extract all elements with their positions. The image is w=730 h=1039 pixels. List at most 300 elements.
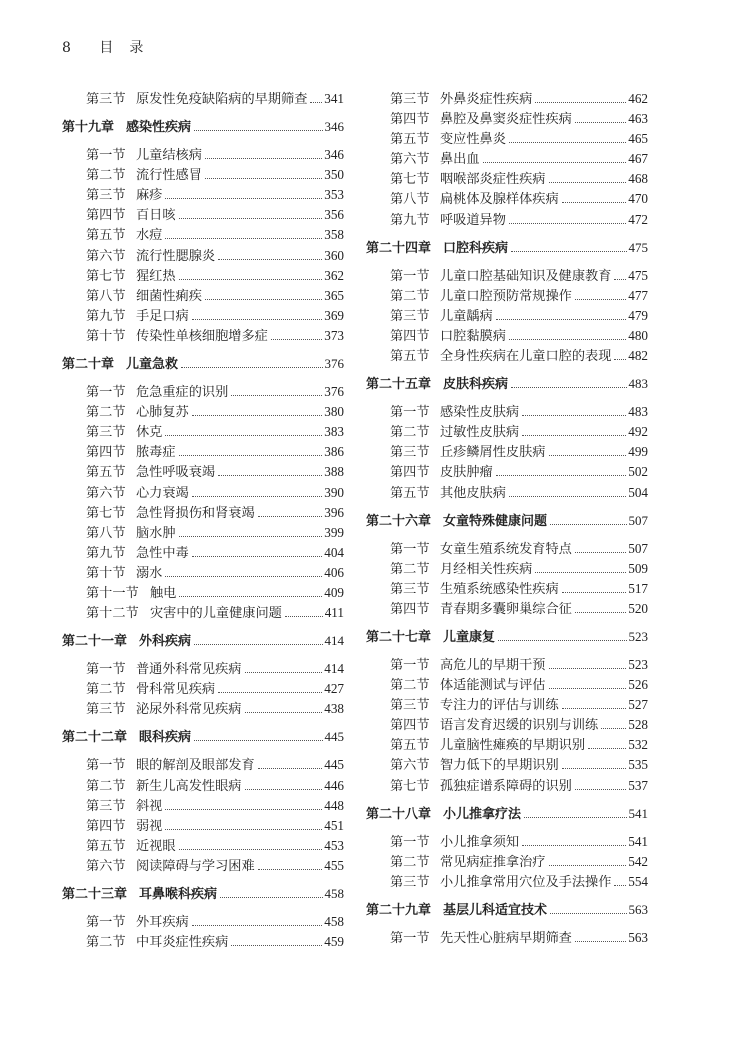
dot-leader <box>509 142 626 143</box>
chapter-label: 第二十五章 <box>366 377 432 393</box>
page-ref: 509 <box>628 560 648 576</box>
section-title: 溺水 <box>136 565 163 581</box>
section-title: 女童生殖系统发育特点 <box>440 541 572 557</box>
dot-leader <box>179 218 323 219</box>
toc-section-entry <box>62 562 344 582</box>
dot-leader <box>496 319 626 320</box>
page-ref: 362 <box>324 267 344 283</box>
page-ref: 414 <box>324 661 344 677</box>
page-ref: 390 <box>324 484 344 500</box>
dot-leader <box>192 415 322 416</box>
chapter-label: 第二十六章 <box>366 513 432 529</box>
page-ref: 453 <box>324 837 344 853</box>
section-label: 第一节 <box>390 268 430 284</box>
toc-chapter-entry <box>366 899 648 927</box>
section-title: 皮肤肿瘤 <box>440 465 493 481</box>
page-ref: 475 <box>628 239 648 255</box>
chapter-title: 皮肤科疾病 <box>443 377 509 393</box>
chapter-title: 儿童康复 <box>443 629 496 645</box>
page-ref: 341 <box>324 91 344 106</box>
section-title: 高危儿的早期干预 <box>440 657 546 673</box>
section-title: 外鼻炎症性疾病 <box>440 92 533 107</box>
dot-leader <box>192 319 322 320</box>
dot-leader <box>205 178 322 179</box>
toc-section-entry <box>366 851 648 871</box>
section-label: 第七节 <box>86 505 126 521</box>
dot-leader <box>549 865 627 866</box>
section-title: 急性中毒 <box>136 545 189 561</box>
section-title: 咽喉部炎症性疾病 <box>440 172 546 188</box>
chapter-label: 第二十四章 <box>366 240 432 256</box>
section-title: 心力衰竭 <box>136 485 189 501</box>
page-ref: 406 <box>324 564 344 580</box>
section-label: 第十节 <box>86 328 126 344</box>
section-title: 弱视 <box>136 818 163 834</box>
section-title: 细菌性痢疾 <box>136 288 202 304</box>
page-ref: 411 <box>324 605 344 621</box>
section-title: 斜视 <box>136 798 163 814</box>
dot-leader <box>562 768 627 769</box>
toc-section-entry <box>366 694 648 714</box>
toc-chapter-entry <box>366 803 648 831</box>
toc-chapter-entry <box>366 373 648 401</box>
dot-leader <box>550 913 626 914</box>
section-label: 第一节 <box>390 405 430 421</box>
section-title: 孤独症谱系障碍的识别 <box>440 778 572 794</box>
toc-section-entry <box>62 144 344 164</box>
section-label: 第五节 <box>390 738 430 754</box>
dot-leader <box>614 885 626 886</box>
dot-leader <box>271 339 322 340</box>
section-label: 第三节 <box>390 874 430 890</box>
page-ref: 472 <box>628 211 648 227</box>
section-label: 第三节 <box>390 581 430 597</box>
dot-leader <box>165 238 322 239</box>
toc-chapter-entry <box>62 353 344 381</box>
dot-leader <box>498 640 626 641</box>
toc-section-entry <box>62 401 344 421</box>
toc-section-entry <box>62 184 344 204</box>
section-title: 感染性皮肤病 <box>440 405 520 421</box>
page-ref: 399 <box>324 524 344 540</box>
toc-section-entry <box>62 754 344 774</box>
section-label: 第三节 <box>390 308 430 324</box>
toc-section-entry <box>62 582 344 602</box>
section-label: 第四节 <box>390 328 430 344</box>
page-ref: 396 <box>324 504 344 520</box>
section-label: 第一节 <box>86 385 126 401</box>
section-title: 脓毒症 <box>136 445 176 461</box>
section-title: 麻疹 <box>136 188 163 204</box>
section-label: 第四节 <box>390 465 430 481</box>
section-label: 第五节 <box>86 465 126 481</box>
section-title: 扁桃体及腺样体疾病 <box>440 192 559 208</box>
toc-section-entry <box>62 698 344 718</box>
toc-section-entry <box>62 678 344 698</box>
dot-leader <box>562 202 627 203</box>
dot-leader <box>179 536 323 537</box>
toc-section-entry <box>366 927 648 947</box>
page-ref: 373 <box>324 327 344 343</box>
toc-section-entry <box>62 795 344 815</box>
toc-chapter-entry <box>366 510 648 538</box>
section-label: 第六节 <box>86 858 126 874</box>
section-label: 第九节 <box>390 212 430 228</box>
page-ref: 369 <box>324 307 344 323</box>
dot-leader <box>522 845 626 846</box>
dot-leader <box>179 279 323 280</box>
chapter-label: 第二十七章 <box>366 629 432 645</box>
toc-section-entry <box>366 305 648 325</box>
toc-section-entry <box>62 911 344 931</box>
toc-section-entry <box>366 209 648 229</box>
toc-column-left <box>62 88 344 951</box>
toc-section-entry <box>62 502 344 522</box>
dot-leader <box>245 712 323 713</box>
toc-section-entry <box>62 325 344 345</box>
page-ref: 517 <box>628 580 648 596</box>
toc-section-entry <box>366 598 648 618</box>
toc-section-entry <box>366 401 648 421</box>
section-label: 第三节 <box>86 92 126 107</box>
dot-leader <box>165 576 322 577</box>
page-ref: 427 <box>324 681 344 697</box>
section-label: 第三节 <box>86 188 126 204</box>
dot-leader <box>549 668 627 669</box>
page-ref: 563 <box>628 901 648 917</box>
section-label: 第一节 <box>390 541 430 557</box>
chapter-label: 第二十章 <box>62 357 115 373</box>
page-ref: 346 <box>324 147 344 163</box>
section-label: 第二节 <box>390 288 430 304</box>
section-label: 第三节 <box>86 702 126 718</box>
page-ref: 465 <box>628 131 648 147</box>
section-title: 眼的解剖及眼部发育 <box>136 758 255 774</box>
toc-section-entry <box>62 461 344 481</box>
dot-leader <box>192 496 322 497</box>
section-label: 第一节 <box>86 758 126 774</box>
dot-leader <box>194 644 322 645</box>
page-ref: 482 <box>628 348 648 364</box>
dot-leader <box>549 455 627 456</box>
chapter-title: 口腔科疾病 <box>443 240 509 256</box>
section-label: 第一节 <box>86 148 126 164</box>
dot-leader <box>258 869 323 870</box>
page-ref: 388 <box>324 464 344 480</box>
section-title: 儿童口腔预防常规操作 <box>440 288 572 304</box>
dot-leader <box>258 516 323 517</box>
section-label: 第四节 <box>390 112 430 128</box>
toc-section-entry <box>366 148 648 168</box>
section-label: 第四节 <box>86 445 126 461</box>
dot-leader <box>192 925 322 926</box>
dot-leader <box>179 849 323 850</box>
section-title: 急性呼吸衰竭 <box>136 465 216 481</box>
dot-leader <box>496 475 626 476</box>
chapter-label: 第十九章 <box>62 120 115 136</box>
section-label: 第七节 <box>86 268 126 284</box>
dot-leader <box>509 223 626 224</box>
toc-section-entry <box>62 855 344 875</box>
page-ref: 451 <box>324 817 344 833</box>
toc-section-entry <box>366 734 648 754</box>
toc-section-entry <box>366 714 648 734</box>
chapter-title: 女童特殊健康问题 <box>443 513 548 529</box>
section-label: 第五节 <box>86 228 126 244</box>
section-title: 原发性免疫缺陷病的早期筛查 <box>136 92 308 107</box>
section-title: 灾害中的儿童健康问题 <box>150 606 282 622</box>
page-ref: 360 <box>324 247 344 263</box>
dot-leader <box>575 299 626 300</box>
page-ref: 463 <box>628 111 648 127</box>
page-ref: 383 <box>324 424 344 440</box>
page-number: 8 <box>62 40 72 56</box>
dot-leader <box>165 809 322 810</box>
dot-leader <box>522 435 626 436</box>
page-ref: 527 <box>628 697 648 713</box>
section-label: 第一节 <box>390 930 430 946</box>
page-ref: 483 <box>628 376 648 392</box>
toc-section-entry <box>366 108 648 128</box>
section-title: 小儿推拿常用穴位及手法操作 <box>440 874 612 890</box>
section-title: 先天性心脏病早期筛查 <box>440 930 572 946</box>
page-ref: 358 <box>324 227 344 243</box>
page-ref: 541 <box>628 805 648 821</box>
toc-column-right <box>366 88 648 947</box>
section-title: 流行性腮腺炎 <box>136 248 216 264</box>
page-ref: 554 <box>628 873 648 889</box>
toc-section-entry <box>62 305 344 325</box>
section-label: 第二节 <box>86 168 126 184</box>
section-label: 第八节 <box>390 192 430 208</box>
section-label: 第七节 <box>390 172 430 188</box>
toc-section-entry <box>366 188 648 208</box>
dot-leader <box>245 789 323 790</box>
dot-leader <box>511 251 626 252</box>
dot-leader <box>562 708 627 709</box>
section-title: 月经相关性疾病 <box>440 561 533 577</box>
section-label: 第六节 <box>390 758 430 774</box>
page-ref: 542 <box>628 853 648 869</box>
page-ref: 535 <box>628 757 648 773</box>
page-ref: 376 <box>324 356 344 372</box>
toc-section-entry <box>62 285 344 305</box>
dot-leader <box>614 359 626 360</box>
page-ref: 350 <box>324 167 344 183</box>
section-title: 流行性感冒 <box>136 168 202 184</box>
section-label: 第九节 <box>86 545 126 561</box>
section-label: 第四节 <box>390 718 430 734</box>
dot-leader <box>165 829 322 830</box>
section-title: 新生儿高发性眼病 <box>136 778 242 794</box>
section-label: 第十二节 <box>86 606 139 622</box>
section-label: 第三节 <box>390 445 430 461</box>
section-title: 急性肾损伤和肾衰竭 <box>136 505 255 521</box>
toc-section-entry <box>366 441 648 461</box>
dot-leader <box>245 672 323 673</box>
dot-leader <box>575 941 626 942</box>
page-ref: 414 <box>324 633 344 649</box>
section-title: 体适能测试与评估 <box>440 678 546 694</box>
dot-leader <box>218 692 322 693</box>
section-label: 第六节 <box>390 152 430 168</box>
toc-chapter-entry <box>62 726 344 754</box>
dot-leader <box>549 182 627 183</box>
toc-section-entry <box>366 754 648 774</box>
page-header <box>62 37 144 57</box>
toc-section-entry <box>366 674 648 694</box>
page-ref: 356 <box>324 207 344 223</box>
section-label: 第二节 <box>86 405 126 421</box>
page-title: 目 录 <box>99 40 145 56</box>
page-ref: 492 <box>628 424 648 440</box>
chapter-label: 第二十一章 <box>62 634 128 650</box>
dot-leader <box>285 616 323 617</box>
dot-leader <box>509 339 626 340</box>
chapter-title: 感染性疾病 <box>126 120 192 136</box>
section-label: 第三节 <box>390 92 430 107</box>
toc-section-entry <box>366 538 648 558</box>
toc-section-entry <box>366 421 648 441</box>
section-label: 第九节 <box>86 308 126 324</box>
section-title: 鼻出血 <box>440 152 480 168</box>
section-title: 心肺复苏 <box>136 405 189 421</box>
toc-section-entry <box>366 128 648 148</box>
toc-chapter-entry <box>62 883 344 911</box>
toc-section-entry <box>62 658 344 678</box>
dot-leader <box>258 768 323 769</box>
page-ref: 523 <box>628 628 648 644</box>
section-title: 手足口病 <box>136 308 189 324</box>
section-title: 中耳炎症性疾病 <box>136 935 229 951</box>
section-title: 传染性单核细胞增多症 <box>136 328 268 344</box>
section-label: 第一节 <box>86 915 126 930</box>
toc-chapter-entry <box>366 237 648 265</box>
section-title: 过敏性皮肤病 <box>440 425 520 441</box>
section-title: 小儿推拿须知 <box>440 834 520 850</box>
chapter-title: 小儿推拿疗法 <box>443 806 522 822</box>
page-ref: 380 <box>324 404 344 420</box>
page-ref: 477 <box>628 287 648 303</box>
dot-leader <box>483 162 627 163</box>
toc-section-entry <box>62 775 344 795</box>
page-ref: 467 <box>628 151 648 167</box>
dot-leader <box>310 102 322 103</box>
toc-section-entry <box>62 265 344 285</box>
page-ref: 499 <box>628 444 648 460</box>
chapter-label: 第二十九章 <box>366 902 432 918</box>
section-label: 第二节 <box>390 678 430 694</box>
toc-chapter-entry <box>366 626 648 654</box>
dot-leader <box>194 740 322 741</box>
section-label: 第二节 <box>390 561 430 577</box>
page-ref: 528 <box>628 717 648 733</box>
section-title: 专注力的评估与训练 <box>440 698 559 714</box>
section-label: 第八节 <box>86 525 126 541</box>
section-title: 普通外科常见疾病 <box>136 662 242 678</box>
toc-section-entry <box>62 88 344 108</box>
dot-leader <box>181 367 322 368</box>
chapter-label: 第二十二章 <box>62 730 128 746</box>
page-ref: 404 <box>324 544 344 560</box>
dot-leader <box>588 748 626 749</box>
dot-leader <box>601 728 626 729</box>
section-label: 第五节 <box>390 349 430 365</box>
section-label: 第十节 <box>86 565 126 581</box>
section-title: 全身性疾病在儿童口腔的表现 <box>440 349 612 365</box>
dot-leader <box>550 524 626 525</box>
section-title: 生殖系统感染性疾病 <box>440 581 559 597</box>
section-label: 第二节 <box>86 935 126 951</box>
toc-section-entry <box>62 522 344 542</box>
dot-leader <box>179 455 323 456</box>
page-ref: 353 <box>324 187 344 203</box>
section-label: 第三节 <box>390 698 430 714</box>
toc-section-entry <box>366 578 648 598</box>
chapter-title: 儿童急救 <box>126 357 179 373</box>
toc-chapter-entry <box>62 116 344 144</box>
toc-section-entry <box>366 654 648 674</box>
section-label: 第一节 <box>390 834 430 850</box>
toc-section-entry <box>62 815 344 835</box>
dot-leader <box>575 122 626 123</box>
page-ref: 409 <box>324 584 344 600</box>
section-title: 变应性鼻炎 <box>440 132 506 148</box>
dot-leader <box>179 596 322 597</box>
section-title: 泌尿外科常见疾病 <box>136 702 242 718</box>
toc-section-entry <box>366 461 648 481</box>
section-title: 儿童口腔基础知识及健康教育 <box>440 268 612 284</box>
section-title: 阅读障碍与学习困难 <box>136 858 255 874</box>
page-ref: 446 <box>324 777 344 793</box>
dot-leader <box>509 496 626 497</box>
page-ref: 475 <box>628 267 648 283</box>
page-ref: 480 <box>628 327 648 343</box>
dot-leader <box>218 259 322 260</box>
toc-section-entry <box>62 931 344 951</box>
section-label: 第五节 <box>86 838 126 854</box>
page-ref: 455 <box>324 857 344 873</box>
toc-section-entry <box>62 835 344 855</box>
chapter-title: 外科疾病 <box>139 634 192 650</box>
dot-leader <box>575 552 626 553</box>
page-ref: 386 <box>324 444 344 460</box>
section-title: 其他皮肤病 <box>440 485 506 501</box>
toc-section-entry <box>62 602 344 622</box>
page-ref: 458 <box>324 914 344 929</box>
section-label: 第四节 <box>86 208 126 224</box>
toc-section-entry <box>62 421 344 441</box>
section-label: 第五节 <box>390 132 430 148</box>
page-ref: 479 <box>628 307 648 323</box>
section-label: 第八节 <box>86 288 126 304</box>
section-label: 第四节 <box>390 601 430 617</box>
dot-leader <box>205 299 322 300</box>
toc-section-entry <box>366 265 648 285</box>
section-title: 外耳疾病 <box>136 915 189 930</box>
toc-section-entry <box>366 775 648 795</box>
page-ref: 445 <box>324 729 344 745</box>
section-title: 骨科常见疾病 <box>136 682 216 698</box>
dot-leader <box>535 102 626 103</box>
section-title: 口腔黏膜病 <box>440 328 506 344</box>
section-title: 鼻腔及鼻窦炎症性疾病 <box>440 112 572 128</box>
page-ref: 470 <box>628 191 648 207</box>
page-ref: 520 <box>628 600 648 616</box>
toc-section-entry <box>366 88 648 108</box>
chapter-label: 第二十三章 <box>62 887 128 902</box>
section-title: 丘疹鳞屑性皮肤病 <box>440 445 546 461</box>
